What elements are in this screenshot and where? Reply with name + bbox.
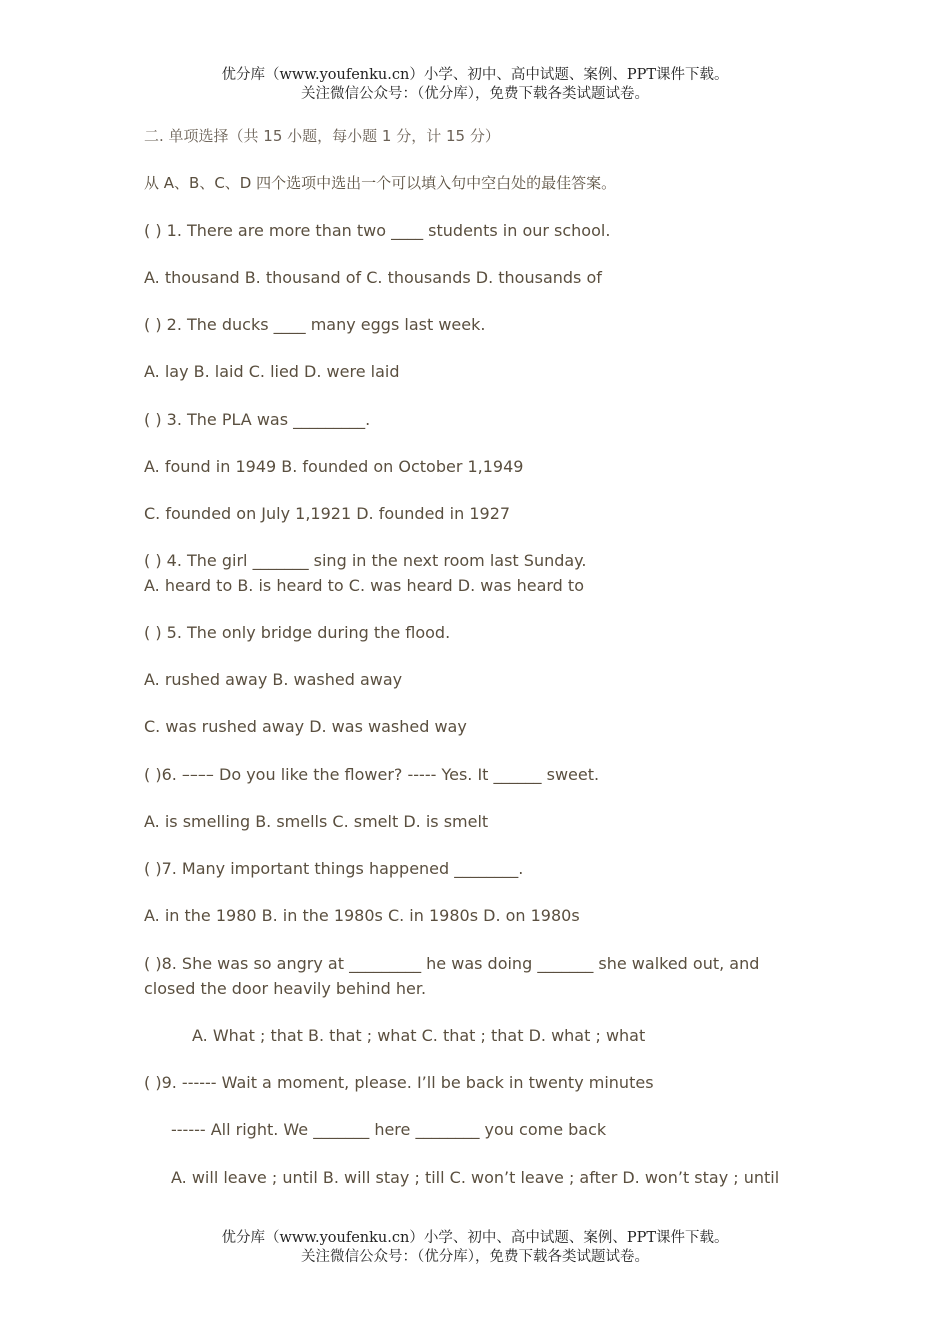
page-footer [0,1229,950,1267]
question-5-options-line-1: A. rushed away B. washed away [144,670,403,689]
question-8-options: A. What ; that B. that ; what C. that ; that D. what ; what [192,1026,646,1045]
question-3-stem: ( ) 3. The PLA was _________. [144,410,371,429]
footer-line-2: 关注微信公众号：（优分库），免费下载各类试题试卷。 [301,1249,649,1265]
question-2-stem: ( ) 2. The ducks ____ many eggs last week. [144,315,486,334]
question-6-stem: ( )6. –––– Do you like the flower? ----- Yes. It ______ sweet. [144,765,600,784]
footer-line-1: 优分库（www.youfenku.cn）小学、初中、高中试题、案例、PPT课件下载。 [221,1230,729,1246]
question-8-stem: ( )8. She was so angry at _________ he was doing _______ she walked out, and closed the door heavily behind her. [144,954,760,998]
question-6-options: A. is smelling B. smells C. smelt D. is smelt [144,812,489,831]
question-4-options: A. heard to B. is heard to C. was heard D. was heard to [144,576,584,595]
header-line-1: 优分库（www.youfenku.cn）小学、初中、高中试题、案例、PPT课件下载。 [221,67,729,83]
page-header [0,66,950,104]
question-5-stem: ( ) 5. The only bridge during the flood. [144,623,451,642]
question-9-options: A. will leave ; until B. will stay ; till C. won’t leave ; after D. won’t stay ; until [171,1168,780,1187]
question-2-options: A. lay B. laid C. lied D. were laid [144,362,400,381]
question-9-stem-reply: ------ All right. We _______ here ________ you come back [171,1120,607,1139]
question-3-options-line-1: A. found in 1949 B. founded on October 1,1949 [144,457,524,476]
question-5-options-line-2: C. was rushed away D. was washed way [144,717,467,736]
section-instruction: 从 A、B、C、D 四个选项中选出一个可以填入句中空白处的最佳答案。 [144,174,617,192]
question-1-options: A. thousand B. thousand of C. thousands D. thousands of [144,268,602,287]
question-1-stem: ( ) 1. There are more than two ____ students in our school. [144,221,611,240]
question-9-stem: ( )9. ------ Wait a moment, please. I’ll be back in twenty minutes [144,1073,654,1092]
header-line-2: 关注微信公众号：（优分库），免费下载各类试题试卷。 [301,86,649,102]
question-7-options: A. in the 1980 B. in the 1980s C. in 1980s D. on 1980s [144,906,580,925]
section-title: 二. 单项选择（共 15 小题，每小题 1 分，计 15 分） [144,127,500,145]
question-7-stem: ( )7. Many important things happened ________. [144,859,524,878]
question-3-options-line-2: C. founded on July 1,1921 D. founded in 1927 [144,504,511,523]
question-4-stem: ( ) 4. The girl _______ sing in the next room last Sunday. [144,551,587,570]
